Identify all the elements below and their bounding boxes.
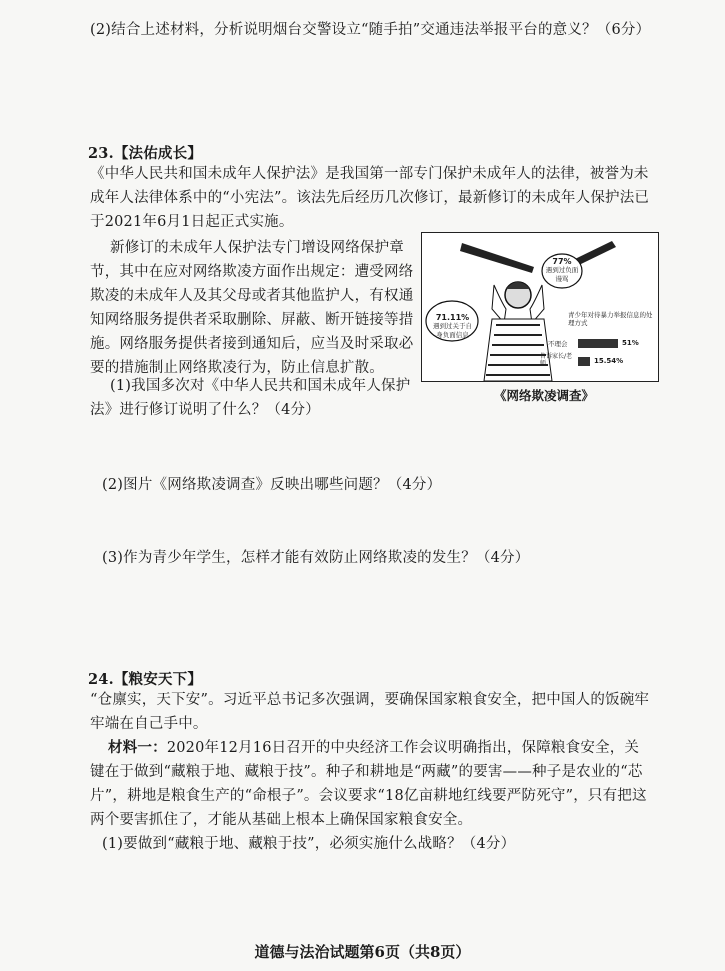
cyberbullying-survey-figure: [421, 232, 659, 382]
bat-left-icon: [460, 243, 534, 273]
q23-para1: 《中华人民共和国未成年人保护法》是我国第一部专门保护未成年人的法律，被誉为未成年人法律体系中的“小宪法”。该法先后经历几次修订，最新修订的未成年人保护法已于2021年6月1日起正式实施。: [90, 166, 650, 230]
bubble-left-text: 遇到过关于自身负面信息: [433, 322, 472, 339]
bar-2: [578, 357, 590, 366]
q24-para1: “仓廪实，天下安”。习近平总书记多次强调，要确保国家粮食安全，把中国人的饭碗牢牢端在自己手中。: [90, 692, 650, 732]
q24-question-1: (1)要做到“藏粮于地、藏粮于技”，必须实施什么战略？（4分）: [102, 836, 516, 852]
bubble-right-text: 遇到过负面谩骂: [545, 266, 579, 283]
figure-caption: 《网络欺凌调查》: [494, 388, 595, 403]
bar1-label: 不理会: [548, 340, 568, 348]
bar-1: [578, 339, 618, 348]
page-footer: 道德与法治试题第6页（共8页）: [254, 943, 471, 961]
q23-question-1: (1)我国多次对《中华人民共和国未成年人保护法》进行修订说明了什么？（4分）: [90, 378, 411, 418]
q24-para2-label: 材料一：: [108, 739, 167, 756]
bubble-right-pct: 77%: [552, 257, 572, 266]
bar1-value: 51%: [622, 339, 639, 347]
q23-title: 23.【法佑成长】: [88, 145, 203, 162]
q23-para2: 新修订的未成年人保护法专门增设网络保护章节，其中在应对网络欺凌方面作出规定：遭受网络欺凌的未成年人及其父母或者其他监护人，有权通知网络服务提供者采取删除、屏蔽、断开链接等措施。网络服务提供者接到通知后，应当及时采取必要的措施制止网络欺凌行为，防止信息扩散。: [90, 240, 414, 376]
q22-part2: (2)结合上述材料，分析说明烟台交警设立“随手拍”交通违法举报平台的意义？（6分）: [90, 22, 651, 38]
q24-title: 24.【粮安天下】: [88, 671, 203, 688]
q24-para2: [90, 736, 650, 832]
bubble-left-pct: 71.11%: [435, 313, 470, 322]
q23-question-2: (2)图片《网络欺凌调查》反映出哪些问题？（4分）: [102, 477, 442, 493]
bar2-value: 15.54%: [594, 357, 624, 365]
q23-question-3: (3)作为青少年学生，怎样才能有效防止网络欺凌的发生？（4分）: [102, 550, 530, 566]
q24-para2-text: 2020年12月16日召开的中央经济工作会议明确指出，保障粮食安全，关键在于做到“藏粮于地、藏粮于技”。种子和耕地是“两藏”的要害——种子是农业的“芯片”，耕地是粮食生产的“命根子”。会议要求“18亿亩耕地红线要严防死守”，只有把这两个要害抓住了，才能从基础上根本上确保国家粮食安全。: [90, 740, 647, 828]
chart-title: 青少年对待暴力举报信息的处理方式: [568, 311, 653, 327]
bar2-label: 告诉家长/老师: [540, 353, 573, 367]
